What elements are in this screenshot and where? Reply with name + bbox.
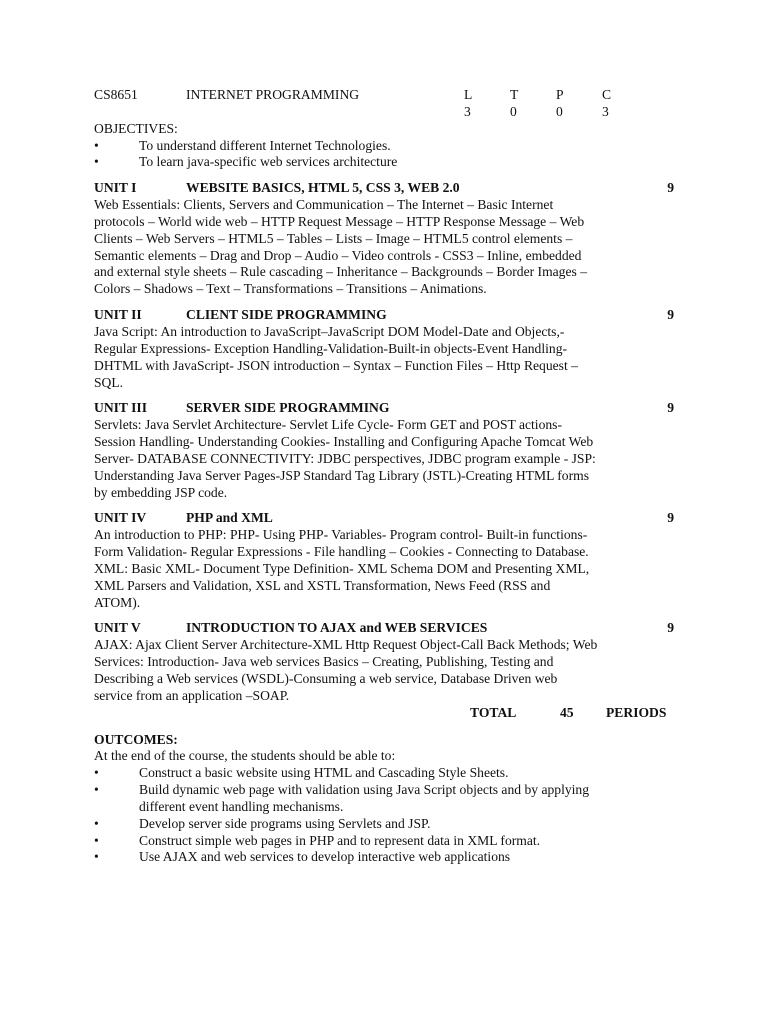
unit-content-line: SQL. — [94, 374, 124, 390]
unit-content-line: AJAX: Ajax Client Server Architecture-XML Http Request Object-Call Back Methods; Web — [94, 637, 598, 653]
bullet-icon: • — [94, 832, 99, 848]
unit-content-line: protocols – World wide web – HTTP Request Message – HTTP Response Message – Web — [94, 213, 585, 229]
objective-text: To understand different Internet Technologies. — [139, 137, 391, 153]
unit-title: SERVER SIDE PROGRAMMING — [186, 400, 390, 416]
unit-content-line: Clients – Web Servers – HTML5 – Tables – Lists – Image – HTML5 control elements – — [94, 230, 573, 246]
total-label: TOTAL — [470, 704, 517, 720]
objectives-heading: OBJECTIVES: — [94, 120, 178, 136]
unit-content-line: Web Essentials: Clients, Servers and Communication – The Internet – Basic Internet — [94, 197, 554, 213]
unit-hours: 9 — [667, 400, 674, 416]
unit-heading — [94, 400, 674, 417]
unit-heading — [94, 307, 674, 324]
bullet-icon: • — [94, 154, 99, 170]
unit-block — [94, 620, 674, 704]
unit-block — [94, 180, 674, 298]
unit-heading — [94, 620, 674, 637]
unit-number: UNIT IV — [94, 510, 147, 526]
ltpc-header-c: C — [602, 87, 612, 102]
unit-hours: 9 — [667, 620, 674, 636]
course-code: CS8651 — [94, 87, 138, 102]
unit-content-line: Servlets: Java Servlet Architecture- Servlet Life Cycle- Form GET and POST actions- — [94, 417, 562, 433]
unit-number: UNIT II — [94, 307, 142, 323]
unit-content-line: by embedding JSP code. — [94, 484, 228, 500]
ltpc-values — [94, 104, 674, 121]
unit-content-line: DHTML with JavaScript- JSON introduction – Syntax – Function Files – Http Request – — [94, 357, 578, 373]
unit-title: WEBSITE BASICS, HTML 5, CSS 3, WEB 2.0 — [186, 180, 460, 196]
outcome-item — [94, 765, 674, 782]
unit-block — [94, 510, 674, 611]
unit-content-line: XML: Basic XML- Document Type Definition- XML Schema DOM and Presenting XML, — [94, 560, 590, 576]
unit-title: CLIENT SIDE PROGRAMMING — [186, 307, 387, 323]
unit-content-line: Java Script: An introduction to JavaScript–JavaScript DOM Model-Date and Objects,- — [94, 323, 565, 339]
ltpc-value-c: 3 — [602, 103, 609, 119]
unit-content-line: An introduction to PHP: PHP- Using PHP- Variables- Program control- Built-in functions- — [94, 527, 588, 543]
unit-content-line: service from an application –SOAP. — [94, 687, 290, 703]
course-header — [94, 87, 674, 104]
unit-content-line: Regular Expressions- Exception Handling-Validation-Built-in objects-Event Handling- — [94, 340, 568, 356]
total-unit: PERIODS — [606, 704, 667, 720]
unit-block — [94, 307, 674, 391]
unit-block — [94, 400, 674, 501]
unit-content-line: Session Handling- Understanding Cookies- Installing and Configuring Apache Tomcat Web — [94, 434, 594, 450]
unit-number: UNIT III — [94, 400, 148, 416]
unit-title: PHP and XML — [186, 510, 273, 526]
total-row — [94, 705, 674, 722]
unit-hours: 9 — [667, 307, 674, 323]
outcome-item — [94, 849, 674, 866]
ltpc-value-t: 0 — [510, 103, 517, 119]
objectives-list — [94, 138, 674, 172]
outcome-item — [94, 833, 674, 850]
unit-content-line: XML Parsers and Validation, XSL and XSTL Transformation, News Feed (RSS and — [94, 577, 551, 593]
outcome-text: Construct simple web pages in PHP and to represent data in XML format. — [139, 832, 541, 848]
unit-content-line: Understanding Java Server Pages-JSP Standard Tag Library (JSTL)-Creating HTML forms — [94, 467, 589, 483]
outcome-item — [94, 782, 674, 799]
unit-content-line: Form Validation- Regular Expressions - File handling – Cookies - Connecting to Database. — [94, 544, 589, 560]
objective-text: To learn java-specific web services architecture — [139, 154, 398, 170]
unit-hours: 9 — [667, 180, 674, 196]
ltpc-value-p: 0 — [556, 103, 563, 119]
bullet-icon: • — [94, 765, 99, 781]
ltpc-value-l: 3 — [464, 103, 471, 119]
outcome-text: Use AJAX and web services to develop interactive web applications — [139, 849, 511, 865]
bullet-icon: • — [94, 137, 99, 153]
outcome-text: Build dynamic web page with validation using Java Script objects and by applying — [139, 782, 590, 798]
unit-content-line: Server- DATABASE CONNECTIVITY: JDBC perspectives, JDBC program example - JSP: — [94, 450, 596, 466]
unit-number: UNIT V — [94, 620, 141, 636]
unit-hours: 9 — [667, 510, 674, 526]
units-section — [94, 180, 674, 704]
unit-heading — [94, 510, 674, 527]
ltpc-header-t: T — [510, 87, 519, 102]
objective-item — [94, 154, 674, 171]
syllabus-page — [94, 87, 674, 866]
unit-content-line: and external style sheets – Rule cascading – Inheritance – Backgrounds – Border Images – — [94, 264, 587, 280]
bullet-icon: • — [94, 782, 99, 798]
unit-content-line: Semantic elements – Drag and Drop – Audio – Video controls - CSS3 – Inline, embedded — [94, 247, 582, 263]
ltpc-header-p: P — [556, 87, 564, 102]
unit-content-line: ATOM). — [94, 594, 141, 610]
unit-content-line: Describing a Web services (WSDL)-Consuming a web service, Database Driven web — [94, 671, 558, 686]
ltpc-header-l: L — [464, 87, 473, 102]
unit-content-line: Colors – Shadows – Text – Transformations – Transitions – Animations. — [94, 281, 487, 297]
outcome-text: Develop server side programs using Servlets and JSP. — [139, 815, 431, 831]
objective-item — [94, 138, 674, 155]
unit-heading — [94, 180, 674, 197]
course-title: INTERNET PROGRAMMING — [186, 87, 360, 102]
outcome-item — [94, 816, 674, 833]
outcomes-intro: At the end of the course, the students should be able to: — [94, 748, 396, 764]
unit-number: UNIT I — [94, 180, 137, 196]
outcomes-list — [94, 765, 674, 866]
bullet-icon: • — [94, 815, 99, 831]
unit-title: INTRODUCTION TO AJAX and WEB SERVICES — [186, 620, 488, 636]
outcome-text-continued: different event handling mechanisms. — [139, 798, 344, 814]
outcomes-heading: OUTCOMES: — [94, 731, 178, 747]
bullet-icon: • — [94, 849, 99, 865]
unit-content-line: Services: Introduction- Java web services Basics – Creating, Publishing, Testing and — [94, 654, 554, 670]
total-value: 45 — [560, 704, 574, 720]
outcome-text: Construct a basic website using HTML and Cascading Style Sheets. — [139, 765, 509, 781]
